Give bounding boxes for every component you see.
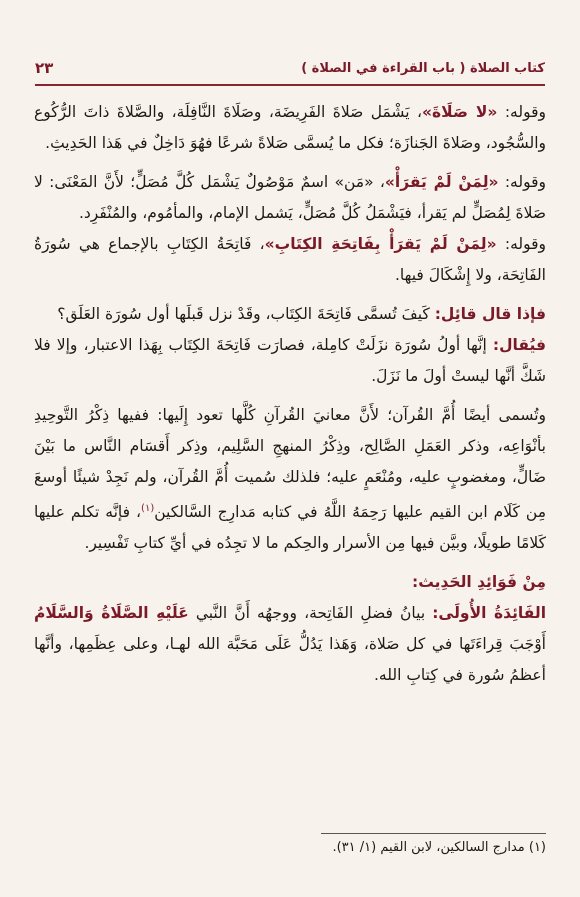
- header-rule: [35, 84, 545, 86]
- paragraph-liman-lam-yaqra: [34, 167, 546, 229]
- paragraph-fatihat-alkitab: [34, 229, 546, 291]
- benefit-label: الفَائِدَةُ الأُولَى:: [432, 604, 546, 623]
- honorific: عَلَيْهِ الصَّلَاةُ وَالسَّلَامُ: [34, 604, 189, 623]
- paragraph-text: كَيفَ تُسمَّى فَاتِحَةَ الكِتَاب، وقَدْ نزل قَبلَها أول سُورَة العَلَق؟: [57, 305, 435, 323]
- paragraph-text: ، فَاتِحَةُ الكِتَابِ بالإجماع هي سُورَةُ الفَاتِحَة، ولا إِشْكَالَ فيها.: [34, 235, 546, 284]
- paragraph-text: ، «مَن» اسمٌ مَوْصُولٌ يَشْمَل كُلَّ مُصَلٍّ؛ لأَنَّ المَعْنَى: لا صَلاةَ لِمُصَلٍّ لم يَقرأ، فيَشْمَلُ كُلَّ مُصَلٍّ، يَشمل الإمام، والمأمُوم، والمُنْفَرِد.: [34, 173, 546, 222]
- question-label: فإذا قال قائِل:: [434, 305, 546, 323]
- footnote-reference: (١): [141, 503, 155, 514]
- paragraph-la-salata: [34, 97, 546, 159]
- paragraph-umm-alquran: [34, 400, 546, 559]
- running-title: كتاب الصلاة ( باب القراءة في الصلاة ): [301, 60, 545, 76]
- paragraph-text: ، يَشْمَل صَلاةَ الفَرِيضَة، وصَلَاةَ النَّافِلَة، والصَّلاةَ ذاتَ الرُّكُوع والسُّجُود، وصَلاةَ الجَنازَة؛ فكل ما يُسمَّى صَلاةً شرعًا فهُوَ دَاخِلٌ في هَذا الحَدِيثِ.: [34, 103, 546, 152]
- answer-label: فيُقال:: [492, 336, 546, 354]
- section-heading-text: مِنْ فَوَائِدِ الحَدِيث:: [412, 573, 546, 592]
- paragraph-answer: [34, 330, 546, 392]
- section-heading: [34, 567, 546, 598]
- page-body: [34, 97, 546, 822]
- paragraph-text: ، فإنَّه تكلم عليها كَلامًا طويلًا، وبيَّن فيها مِن الأسرار والحِكم ما لا تجِدُه في أيِّ كتابِ تَفْسِير.: [34, 503, 546, 553]
- paragraph-text: بيانُ فضلِ الفَاتِحة، ووجهُه أَنَّ النَّبي: [188, 604, 433, 623]
- paragraph-question: [34, 299, 546, 330]
- paragraph-text: إنَّها أولُ سُورَة نزَلَتْ كامِلة، فصارَت فَاتِحَةَ الكِتَاب بِهَذا الاعتبار، وإلا فلا شَكَّ أنَّها ليستْ أولَ ما نَزَلَ.: [34, 336, 546, 385]
- hadith-quote: «لا صَلَاةَ»: [422, 103, 498, 121]
- page-number: ٢٣: [35, 59, 54, 77]
- paragraph-text: وتُسمى أيضًا أُمَّ القُرآن؛ لأَنَّ معانيَ القُرآنِ كُلَّها تعود إِلَيها: ففيها ذِكْرُ التَّوحِيدِ بأنْوَاعِه، وذكر العَمَلِ الصَّالِح، وذِكْرُ المنهجِ السَّلِيم، وذِكر أَقسَام النَّاس ما بَيْنَ ضَالٍّ، ومغضوبٍ عليه، ومُنْعَمٍ عليه؛ فلذلك سُميت أُمَّ القُرآن، ولم نَجِدْ شيئًا أوسعَ مِن كَلَام ابن القيم عليها رَحِمَهُ اللَّهُ في كتابه مَدارِج السَّالكين: [34, 406, 546, 522]
- footnote: (١) مدارج السالكين، لابن القيم (١/ ٣١).: [332, 840, 546, 855]
- paragraph-intro: وقوله:: [496, 235, 546, 253]
- paragraph-intro: وقوله:: [498, 173, 546, 191]
- paragraph-intro: وقوله:: [497, 103, 546, 121]
- hadith-quote: «لِمَنْ لَمْ يَقرَأْ بِفَاتِحَةِ الكِتَابِ»: [264, 235, 497, 253]
- page-header: [35, 55, 545, 81]
- paragraph-first-benefit: [34, 598, 546, 691]
- hadith-quote: «لِمَنْ لَمْ يَقرَأْ»: [384, 173, 499, 191]
- paragraph-text: أَوْجَبَ قِراءَتَها في كل صَلاة، وَهَذا يَدُلُّ عَلَى مَحَبَّة الله لهـا، وعلى عِظَمِها، وأنَّها أعظمُ سُورة في كِتابِ الله.: [34, 635, 546, 685]
- footnote-rule: [321, 833, 546, 834]
